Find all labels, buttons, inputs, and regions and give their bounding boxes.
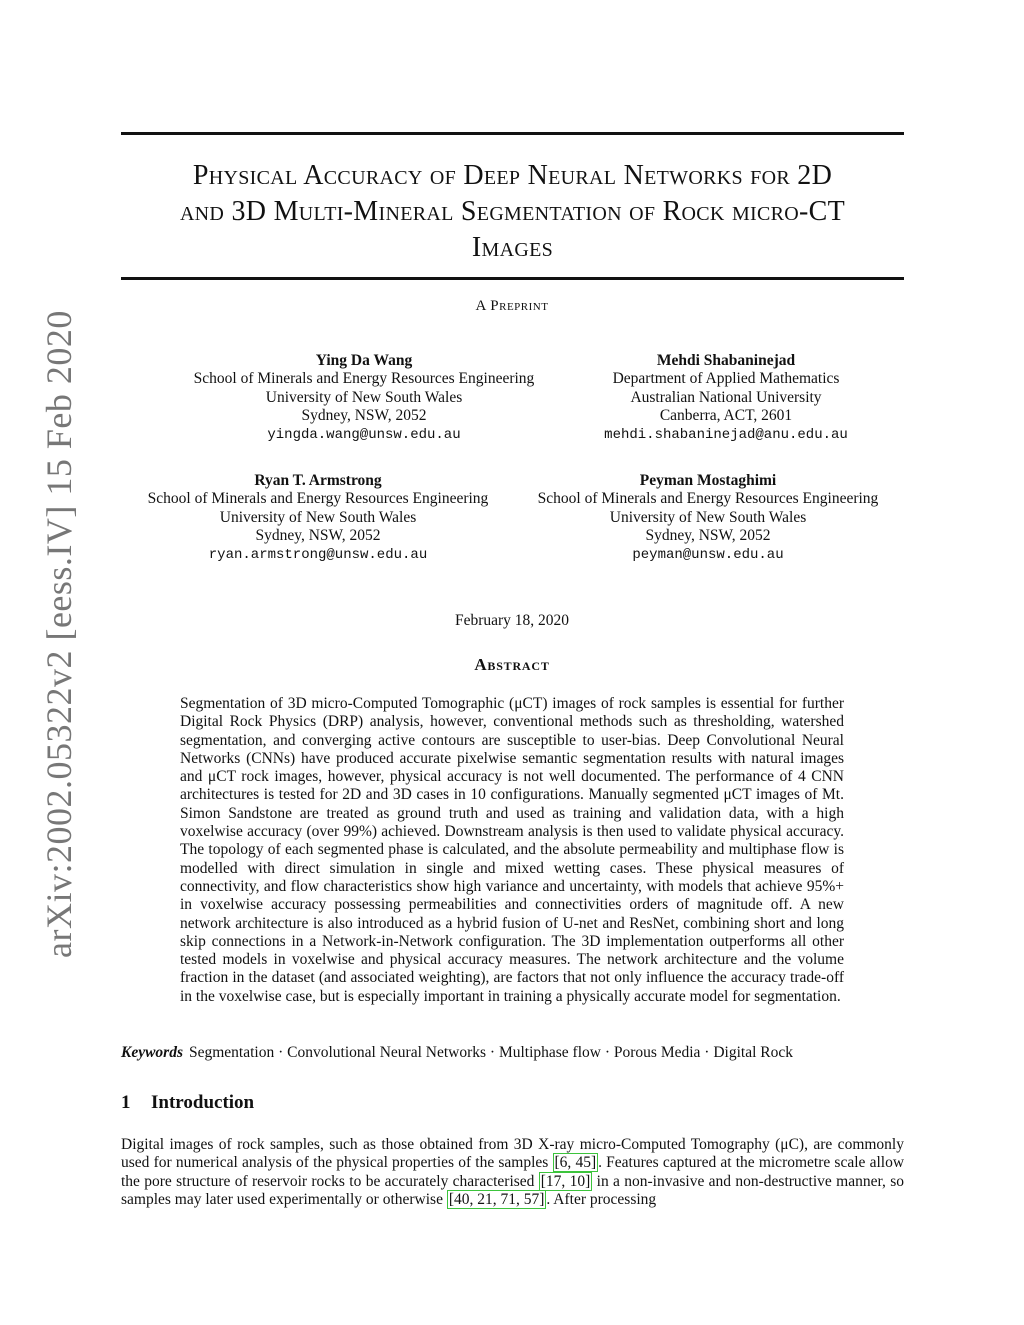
author-affiliation: Sydney, NSW, 2052 — [255, 527, 381, 545]
author-affiliation: Australian National University — [630, 388, 822, 406]
section-title: Introduction — [151, 1092, 255, 1113]
author-name: Ying Da Wang — [315, 352, 413, 369]
paper-title — [121, 158, 904, 266]
abstract-heading: Abstract — [474, 655, 550, 674]
author-block — [512, 472, 904, 564]
author-block — [556, 352, 896, 444]
keywords-list: Segmentation · Convolutional Neural Networks · Multiphase flow · Porous Media · Digital Rock — [189, 1044, 793, 1061]
author-name: Ryan T. Armstrong — [254, 472, 382, 489]
author-affiliation: School of Minerals and Energy Resources Engineering — [193, 370, 535, 388]
author-email: mehdi.shabaninejad@anu.edu.au — [604, 426, 848, 443]
title-line-3: Images — [471, 232, 554, 263]
publication-date: February 18, 2020 — [454, 612, 570, 629]
author-affiliation: University of New South Wales — [265, 388, 463, 406]
citation-link[interactable]: [40, 21, 71, 57] — [448, 1190, 545, 1208]
citation-link[interactable]: [17, 10] — [540, 1172, 591, 1190]
abstract-text: Segmentation of 3D micro-Computed Tomographic (μCT) images of rock samples is essential for further Digital Rock Physics (DRP) analysis, however, conventional methods such as thresholding, watershed segmentation, and converging active contours are susceptible to user-bias. Deep Convolutional Neural Networks (CNNs) have produced accurate pixelwise semantic segmentation results with natural images and μCT rock images, however, physical accuracy is not well documented. The performance of 4 CNN architectures is tested for 2D and 3D cases in 10 configurations. Manually segmented μCT images of Mt. Simon Sandstone are treated as ground truth and used as training and validation data, with a high voxelwise accuracy (over 99%) achieved. Downstream analysis is then used to validate physical accuracy. The topology of each segmented phase is calculated, and the absolute permeability and multiphase flow is modelled with direct simulation in single and mixed wetting cases. These physical measures of connectivity, and flow characteristics show high variance and uncertainty, with models that achieve 95%+ in voxelwise accuracy possessing permeabilities and connectivities orders of magnitude off. A new network architecture is also introduced as a hybrid fusion of U-net and ResNet, combining short and long skip connections in a Network-in-Network configuration. The 3D implementation outperforms all other tested models in voxelwise and physical accuracy measures. The network architecture and the volume fraction in the dataset (and associated weighting), are factors that not only influence the accuracy trade-off in the voxelwise case, but is especially important in training a physically accurate model for segmentation. — [180, 695, 844, 1005]
intro-text: in a non-invasive and non-destructive manner, so samples may later used experimentally or otherwise — [121, 1172, 904, 1208]
intro-text: . Features captured at the micrometre scale allow the pore structure of reservoir rocks to be accurately characterised — [121, 1154, 905, 1190]
author-email: yingda.wang@unsw.edu.au — [267, 426, 461, 443]
author-block — [122, 472, 514, 564]
author-email: peyman@unsw.edu.au — [632, 546, 784, 563]
title-bottom-rule — [121, 277, 904, 280]
keywords-label: Keywords — [121, 1044, 183, 1061]
keywords-line — [121, 1044, 904, 1062]
preprint-label: A Preprint — [475, 298, 549, 314]
author-affiliation: University of New South Wales — [219, 508, 417, 526]
author-name: Peyman Mostaghimi — [639, 472, 777, 489]
intro-text: Digital images of rock samples, such as those obtained from 3D X-ray micro-Computed Tomography (μC), are commonly used for numerical analysis of the physical properties of the samples — [121, 1136, 904, 1172]
arxiv-identifier: arXiv:2002.05322v2 [eess.IV] 15 Feb 2020 — [39, 310, 79, 958]
author-affiliation: Department of Applied Mathematics — [612, 370, 840, 388]
author-affiliation: University of New South Wales — [609, 508, 807, 526]
section-heading-introduction — [121, 1092, 254, 1114]
author-affiliation: Sydney, NSW, 2052 — [301, 407, 427, 425]
author-affiliation: Canberra, ACT, 2601 — [659, 407, 793, 425]
title-line-2: and 3D Multi-Mineral Segmentation of Rock micro-CT — [179, 196, 846, 227]
citation-link[interactable]: [6, 45] — [554, 1154, 597, 1172]
author-block — [154, 352, 574, 444]
title-line-1: Physical Accuracy of Deep Neural Networks for 2D — [192, 160, 833, 191]
author-name: Mehdi Shabaninejad — [656, 352, 796, 369]
section-number: 1 — [121, 1092, 131, 1113]
author-affiliation: Sydney, NSW, 2052 — [645, 527, 771, 545]
author-affiliation: School of Minerals and Energy Resources Engineering — [537, 490, 879, 508]
intro-text: . After processing — [546, 1190, 657, 1208]
introduction-paragraph — [121, 1136, 904, 1209]
title-top-rule — [121, 132, 904, 135]
author-affiliation: School of Minerals and Energy Resources Engineering — [147, 490, 489, 508]
author-email: ryan.armstrong@unsw.edu.au — [208, 546, 428, 563]
